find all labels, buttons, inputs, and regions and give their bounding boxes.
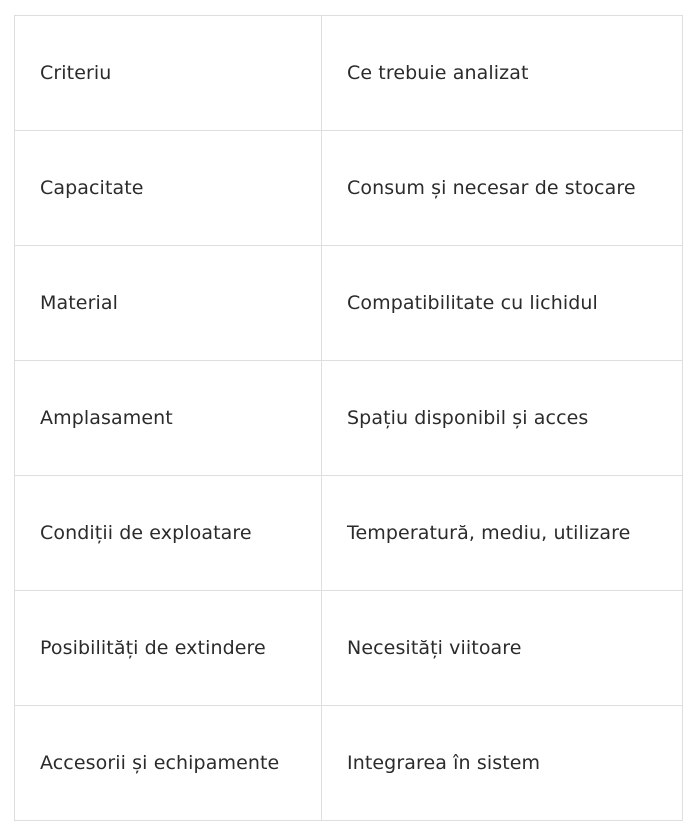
table-cell-criterion: Condiții de exploatare: [15, 476, 322, 591]
table-row: [15, 476, 683, 591]
table-header-row: [15, 16, 683, 131]
table-row: [15, 361, 683, 476]
header-cell-analysis: Ce trebuie analizat: [322, 16, 683, 131]
criteria-table-container: [14, 15, 682, 821]
table-cell-criterion: Material: [15, 246, 322, 361]
table-cell-analysis: Spațiu disponibil și acces: [322, 361, 683, 476]
table-cell-criterion: Accesorii și echipamente: [15, 706, 322, 821]
table-cell-analysis: Compatibilitate cu lichidul: [322, 246, 683, 361]
table-cell-analysis: Necesități viitoare: [322, 591, 683, 706]
table-cell-analysis: Temperatură, mediu, utilizare: [322, 476, 683, 591]
table-cell-analysis: Consum și necesar de stocare: [322, 131, 683, 246]
table-row: [15, 246, 683, 361]
table-cell-criterion: Capacitate: [15, 131, 322, 246]
table-row: [15, 706, 683, 821]
criteria-table: [14, 15, 683, 821]
table-row: [15, 131, 683, 246]
header-cell-criteriu: Criteriu: [15, 16, 322, 131]
table-cell-criterion: Posibilități de extindere: [15, 591, 322, 706]
table-cell-criterion: Amplasament: [15, 361, 322, 476]
table-cell-analysis: Integrarea în sistem: [322, 706, 683, 821]
table-row: [15, 591, 683, 706]
